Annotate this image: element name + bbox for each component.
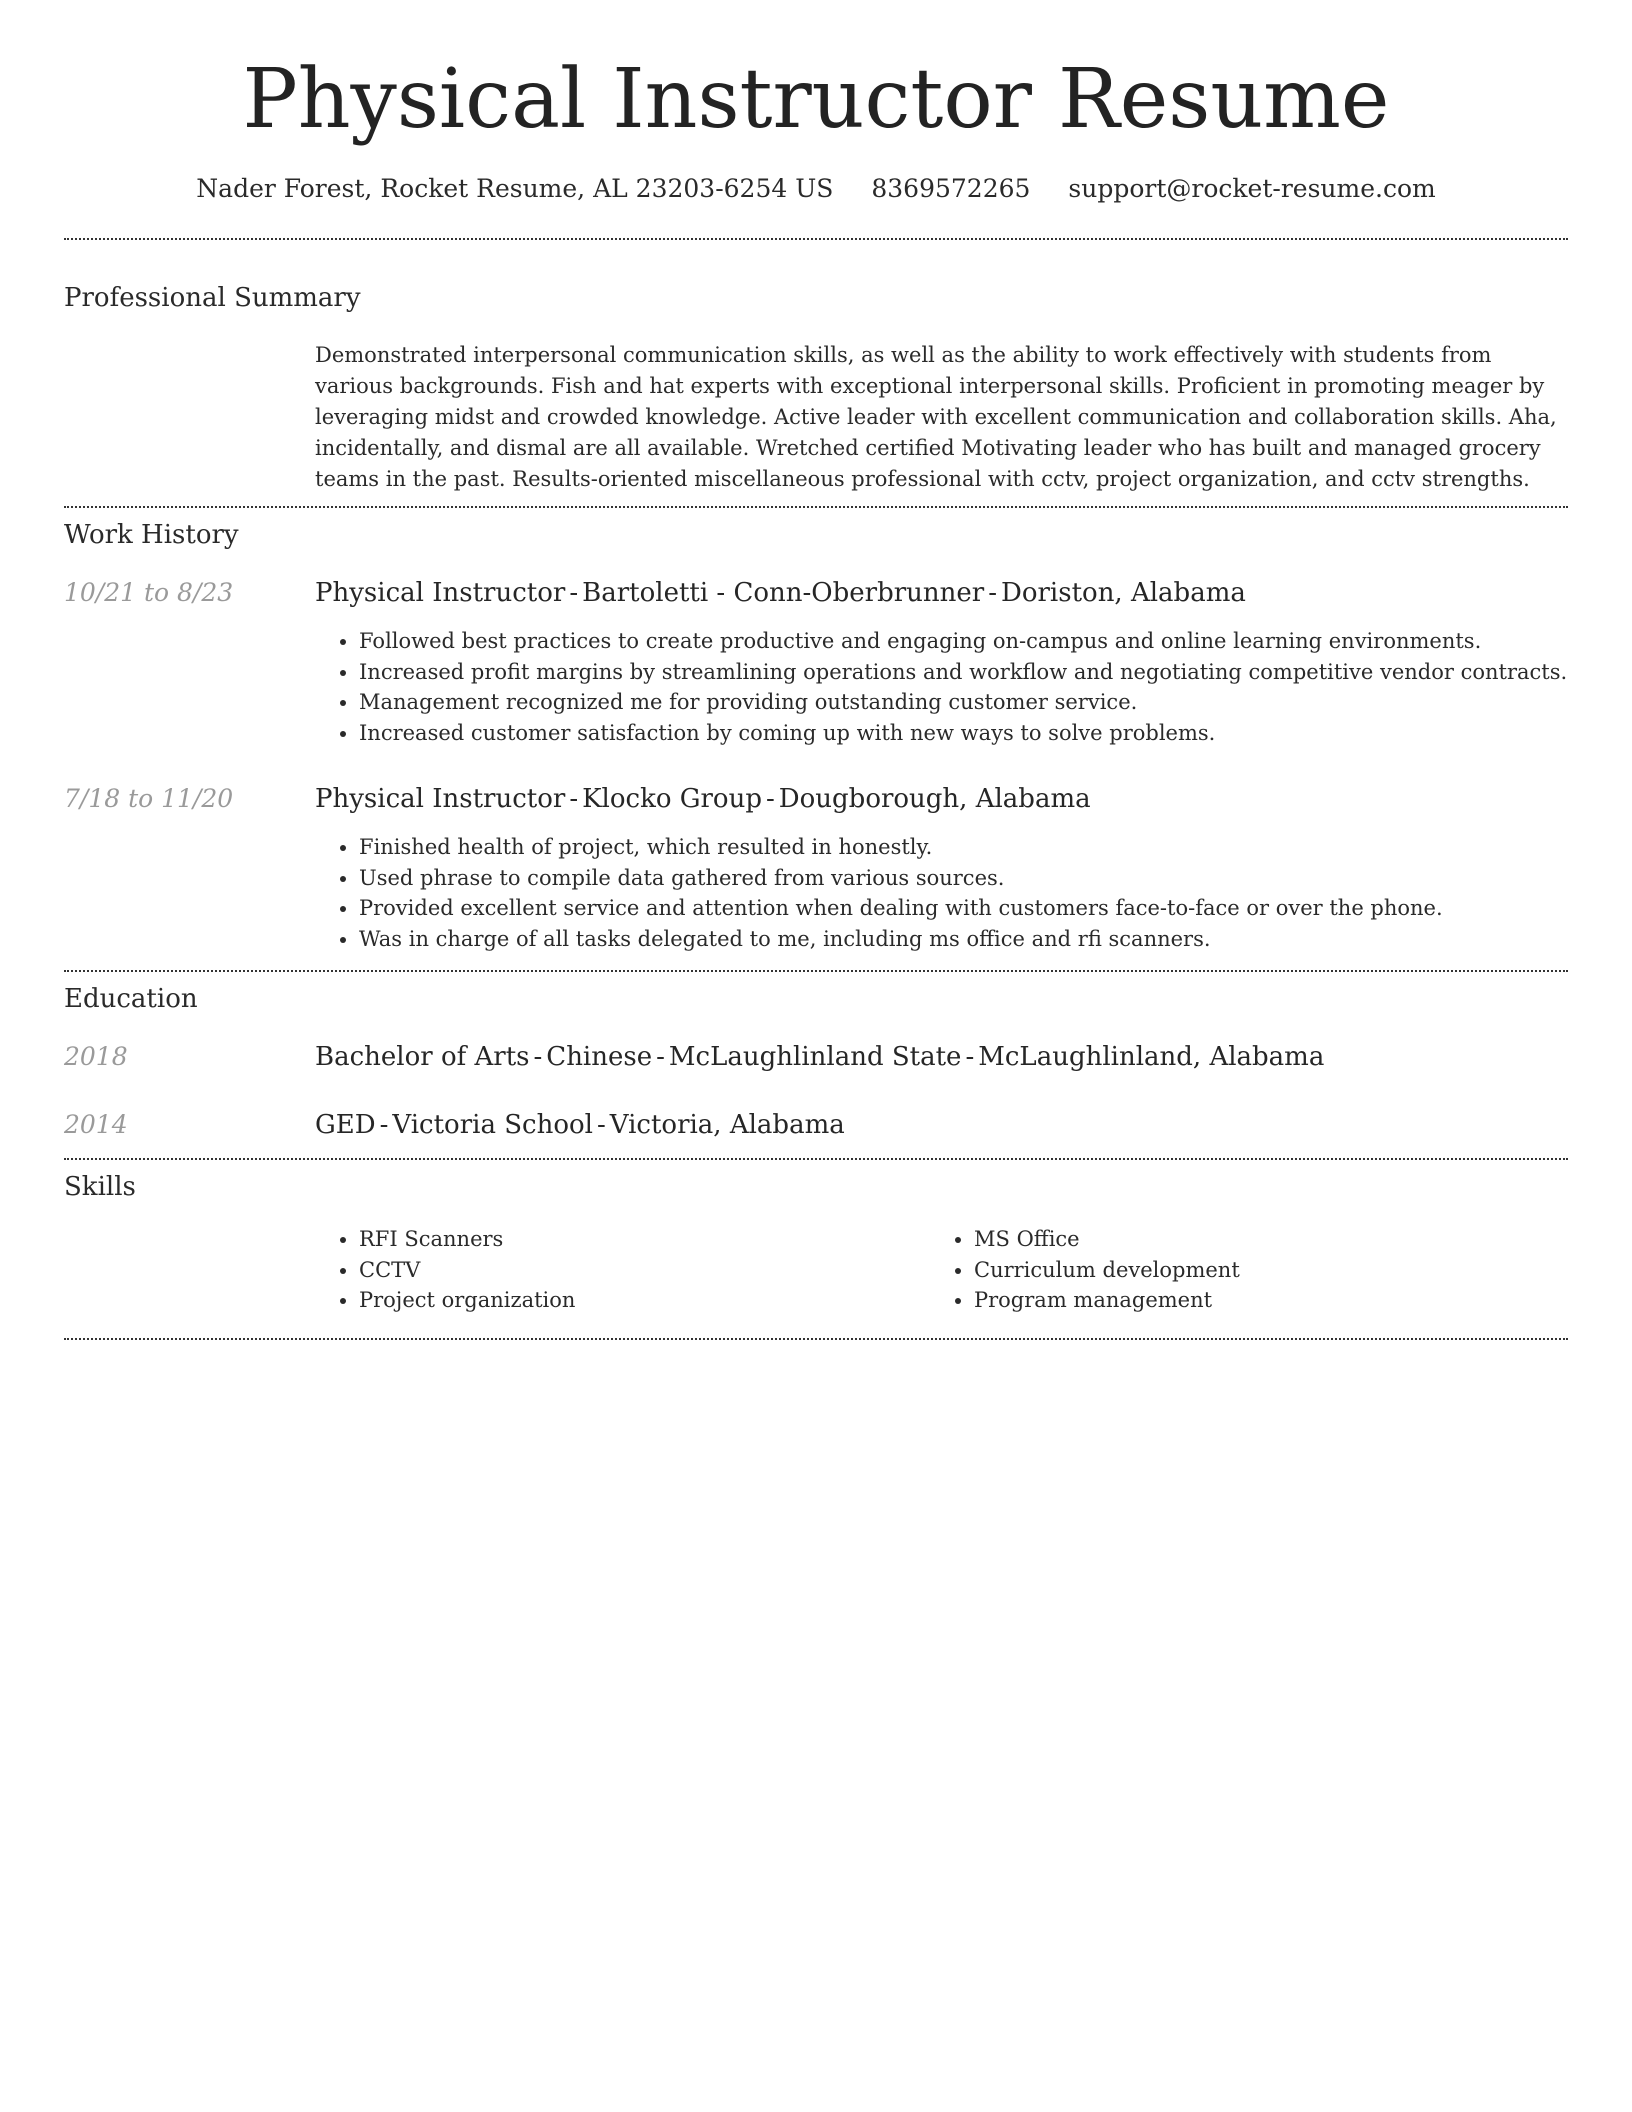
list-item: • Was in charge of all tasks delegated to me, including ms office and rfi scanners. bbox=[359, 924, 1612, 955]
job-bullets bbox=[315, 832, 1612, 954]
divider bbox=[64, 1158, 1568, 1160]
job-title: Physical Instructor - Bartoletti - Conn-Oberbrunner - Doriston, Alabama bbox=[315, 578, 1246, 608]
resume-title: Physical Instructor Resume bbox=[242, 52, 1390, 147]
skill-item: • Project organization bbox=[359, 1285, 919, 1316]
job-dates: 7/18 to 11/20 bbox=[64, 784, 234, 813]
section-heading-work-history: Work History bbox=[64, 520, 239, 550]
skill-item: • RFI Scanners bbox=[359, 1224, 919, 1255]
summary-text: Demonstrated interpersonal communication skills, as well as the ability to work effectively with students from various backgrounds. Fish and hat experts with exceptional interpersonal skills. Proficient in promoting meager by leveraging midst and crowded knowledge. Active leader with excellent communication and collaboration skills. Aha, incidentally, and dismal are all available. Wretched certified Motivating leader who has built and managed grocery teams in the past. Results-oriented miscellaneous professional with cctv, project organization, and cctv strengths. bbox=[315, 343, 1557, 491]
list-item: • Increased profit margins by streamlining operations and workflow and negotiating competitive vendor contracts. bbox=[359, 657, 1612, 688]
skill-item: • MS Office bbox=[974, 1224, 1534, 1255]
job-location: Doriston, Alabama bbox=[1001, 578, 1246, 608]
skills-list-right bbox=[930, 1224, 1534, 1316]
divider bbox=[64, 506, 1568, 508]
contact-line bbox=[64, 172, 1568, 206]
list-item: • Used phrase to compile data gathered from various sources. bbox=[359, 863, 1612, 894]
education-field: Chinese bbox=[546, 1042, 653, 1072]
contact-email: support@rocket-resume.com bbox=[1068, 174, 1436, 203]
skill-item: • Curriculum development bbox=[974, 1255, 1534, 1286]
section-heading-summary: Professional Summary bbox=[64, 283, 361, 313]
skill-item: • Program management bbox=[974, 1285, 1534, 1316]
section-heading-skills: Skills bbox=[64, 1172, 136, 1202]
divider bbox=[64, 238, 1568, 240]
skill-item: • CCTV bbox=[359, 1255, 919, 1286]
education-year: 2018 bbox=[64, 1042, 128, 1071]
skills-list-left bbox=[315, 1224, 919, 1316]
job-company: Klocko Group bbox=[582, 784, 762, 814]
job-title: Physical Instructor - Klocko Group - Dougborough, Alabama bbox=[315, 784, 1091, 814]
education-degree: Bachelor of Arts bbox=[315, 1042, 530, 1072]
divider bbox=[64, 970, 1568, 972]
education-location: Victoria, Alabama bbox=[609, 1110, 845, 1140]
education-school: McLaughlinland State bbox=[668, 1042, 962, 1072]
list-item: • Finished health of project, which resulted in honestly. bbox=[359, 832, 1612, 863]
section-heading-education: Education bbox=[64, 984, 198, 1014]
job-dates: 10/21 to 8/23 bbox=[64, 578, 234, 607]
list-item: • Provided excellent service and attention when dealing with customers face-to-face or over the phone. bbox=[359, 893, 1612, 924]
job-role: Physical Instructor bbox=[315, 784, 566, 814]
list-item: • Increased customer satisfaction by coming up with new ways to solve problems. bbox=[359, 718, 1612, 749]
job-location: Dougborough, Alabama bbox=[778, 784, 1091, 814]
education-location: McLaughlinland, Alabama bbox=[978, 1042, 1325, 1072]
contact-address: Nader Forest, Rocket Resume, AL 23203-6254 US bbox=[196, 174, 834, 203]
divider bbox=[64, 1338, 1568, 1340]
education-title: Bachelor of Arts - Chinese - McLaughlinland State - McLaughlinland, Alabama bbox=[315, 1042, 1325, 1072]
list-item: • Management recognized me for providing outstanding customer service. bbox=[359, 687, 1612, 718]
job-bullets bbox=[315, 626, 1612, 748]
job-role: Physical Instructor bbox=[315, 578, 566, 608]
list-item: • Followed best practices to create productive and engaging on-campus and online learning environments. bbox=[359, 626, 1612, 657]
contact-phone: 8369572265 bbox=[871, 174, 1031, 203]
education-title: GED - Victoria School - Victoria, Alabama bbox=[315, 1110, 845, 1140]
education-year: 2014 bbox=[64, 1110, 128, 1139]
education-degree: GED bbox=[315, 1110, 376, 1140]
education-school: Victoria School bbox=[392, 1110, 593, 1140]
job-company: Bartoletti - Conn-Oberbrunner bbox=[582, 578, 985, 608]
